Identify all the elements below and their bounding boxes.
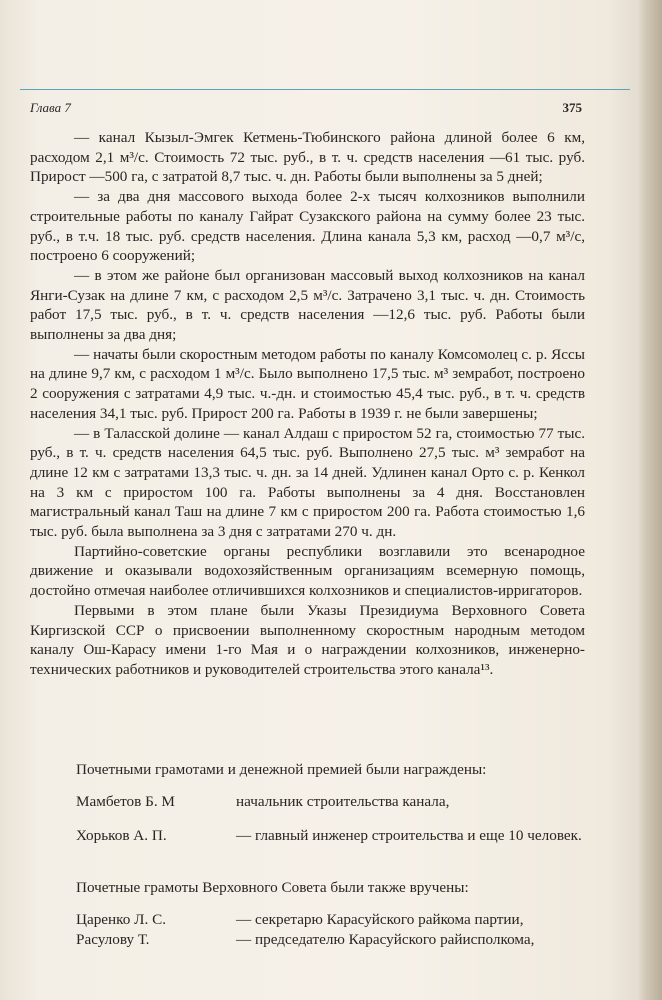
awards-intro: Почетными грамотами и денежной премией были награждены: <box>76 761 487 778</box>
supreme-intro: Почетные грамоты Верховного Совета были также вручены: <box>76 879 469 896</box>
header-rule <box>20 89 630 90</box>
paragraph: — начаты были скоростным методом работы по каналу Комсомолец с. р. Яссы на длине 9,7 км, с расходом 1 м³/с. Было выполнено 17,5 тыс. м³ земработ, построено 2 сооружения с затратами 4,9 тыс. ч.-дн. и стоимостью 45,4 тыс. руб., в т. ч. средств населения 34,1 тыс. руб. Прирост 200 га. Работы в 1939 г. не были завершены; <box>30 345 585 422</box>
supreme-name: Расулову Т. <box>76 931 150 948</box>
paragraph: — в Таласской долине — канал Алдаш с приростом 52 га, стоимостью 77 тыс. руб., в т. ч. средств населения 64,5 тыс. руб. Выполнено 27,5 тыс. м³ земработ на длине 12 км с затратами 13,3 тыс. ч. дн. за 14 дней. Удлинен канал Орто с. р. Кенкол на 3 км с приростом 100 га. Работы выполнены за 4 дня. Восстановлен магистральный канал Таш на длине 7 км с приростом 200 га. Работа стоимостью 1,6 тыс. руб. была выполнена за 3 дня с затратами 270 ч. дн. <box>30 424 585 541</box>
award-description: — главный инженер строительства и еще 10 человек. <box>236 827 582 844</box>
paragraph: — канал Кызыл-Эмгек Кетмень-Тюбинского района длиной более 6 км, расходом 2,1 м³/с. Стоимость 72 тыс. руб., в т. ч. средств населения —61 тыс. руб. Прирост —500 га, с затратой 8,7 тыс. ч. дн. Работы были выполнены за 5 дней; <box>30 129 585 186</box>
chapter-title: Глава 7 <box>30 100 71 115</box>
paragraph: — за два дня массового выхода более 2-х тысяч колхозников выполнили строительные работы по каналу Гайрат Сузакского района на сумму более 23 тыс. руб., в т.ч. 18 тыс. руб. средств населения. Длина канала 5,3 км, расход —0,7 м³/с, построено 6 сооружений; <box>30 188 585 265</box>
award-name: Хорьков А. П. <box>76 827 167 844</box>
supreme-description: — председателю Карасуйского райисполкома, <box>236 931 535 948</box>
paragraph: Первыми в этом плане были Указы Президиума Верховного Совета Киргизской ССР о присвоении выполненному скоростным народным методом каналу Ош-Карасу имени 1-го Мая и о награждении колхозников, инженерно-технических работников и руководителей строительства этого канала¹³. <box>30 601 585 678</box>
supreme-name: Царенко Л. С. <box>76 911 166 928</box>
award-name: Мамбетов Б. М <box>76 793 175 810</box>
paragraph: — в этом же районе был организован массовый выход колхозников на канал Янги-Сузак на длине 7 км, с расходом 2,5 м³/с. Затрачено 3,1 тыс. ч. дн. Стоимость работ 17,5 тыс. руб., в т. ч. средств населения —12,6 тыс. руб. Работы были выполнены за два дня; <box>30 266 585 344</box>
paragraph: Партийно-советские органы республики возглавили это всенародное движение и оказывали водохозяйственным организациям всемерную помощь, достойно отмечая наиболее отличившихся колхозников и специалистов-ирригаторов. <box>30 542 585 600</box>
book-spine-shadow <box>636 0 662 1000</box>
body-text <box>30 128 585 680</box>
page-number: 375 <box>562 100 582 115</box>
award-description: начальник строительства канала, <box>236 793 450 810</box>
supreme-description: — секретарю Карасуйского райкома партии, <box>236 911 524 928</box>
running-head <box>30 100 582 120</box>
